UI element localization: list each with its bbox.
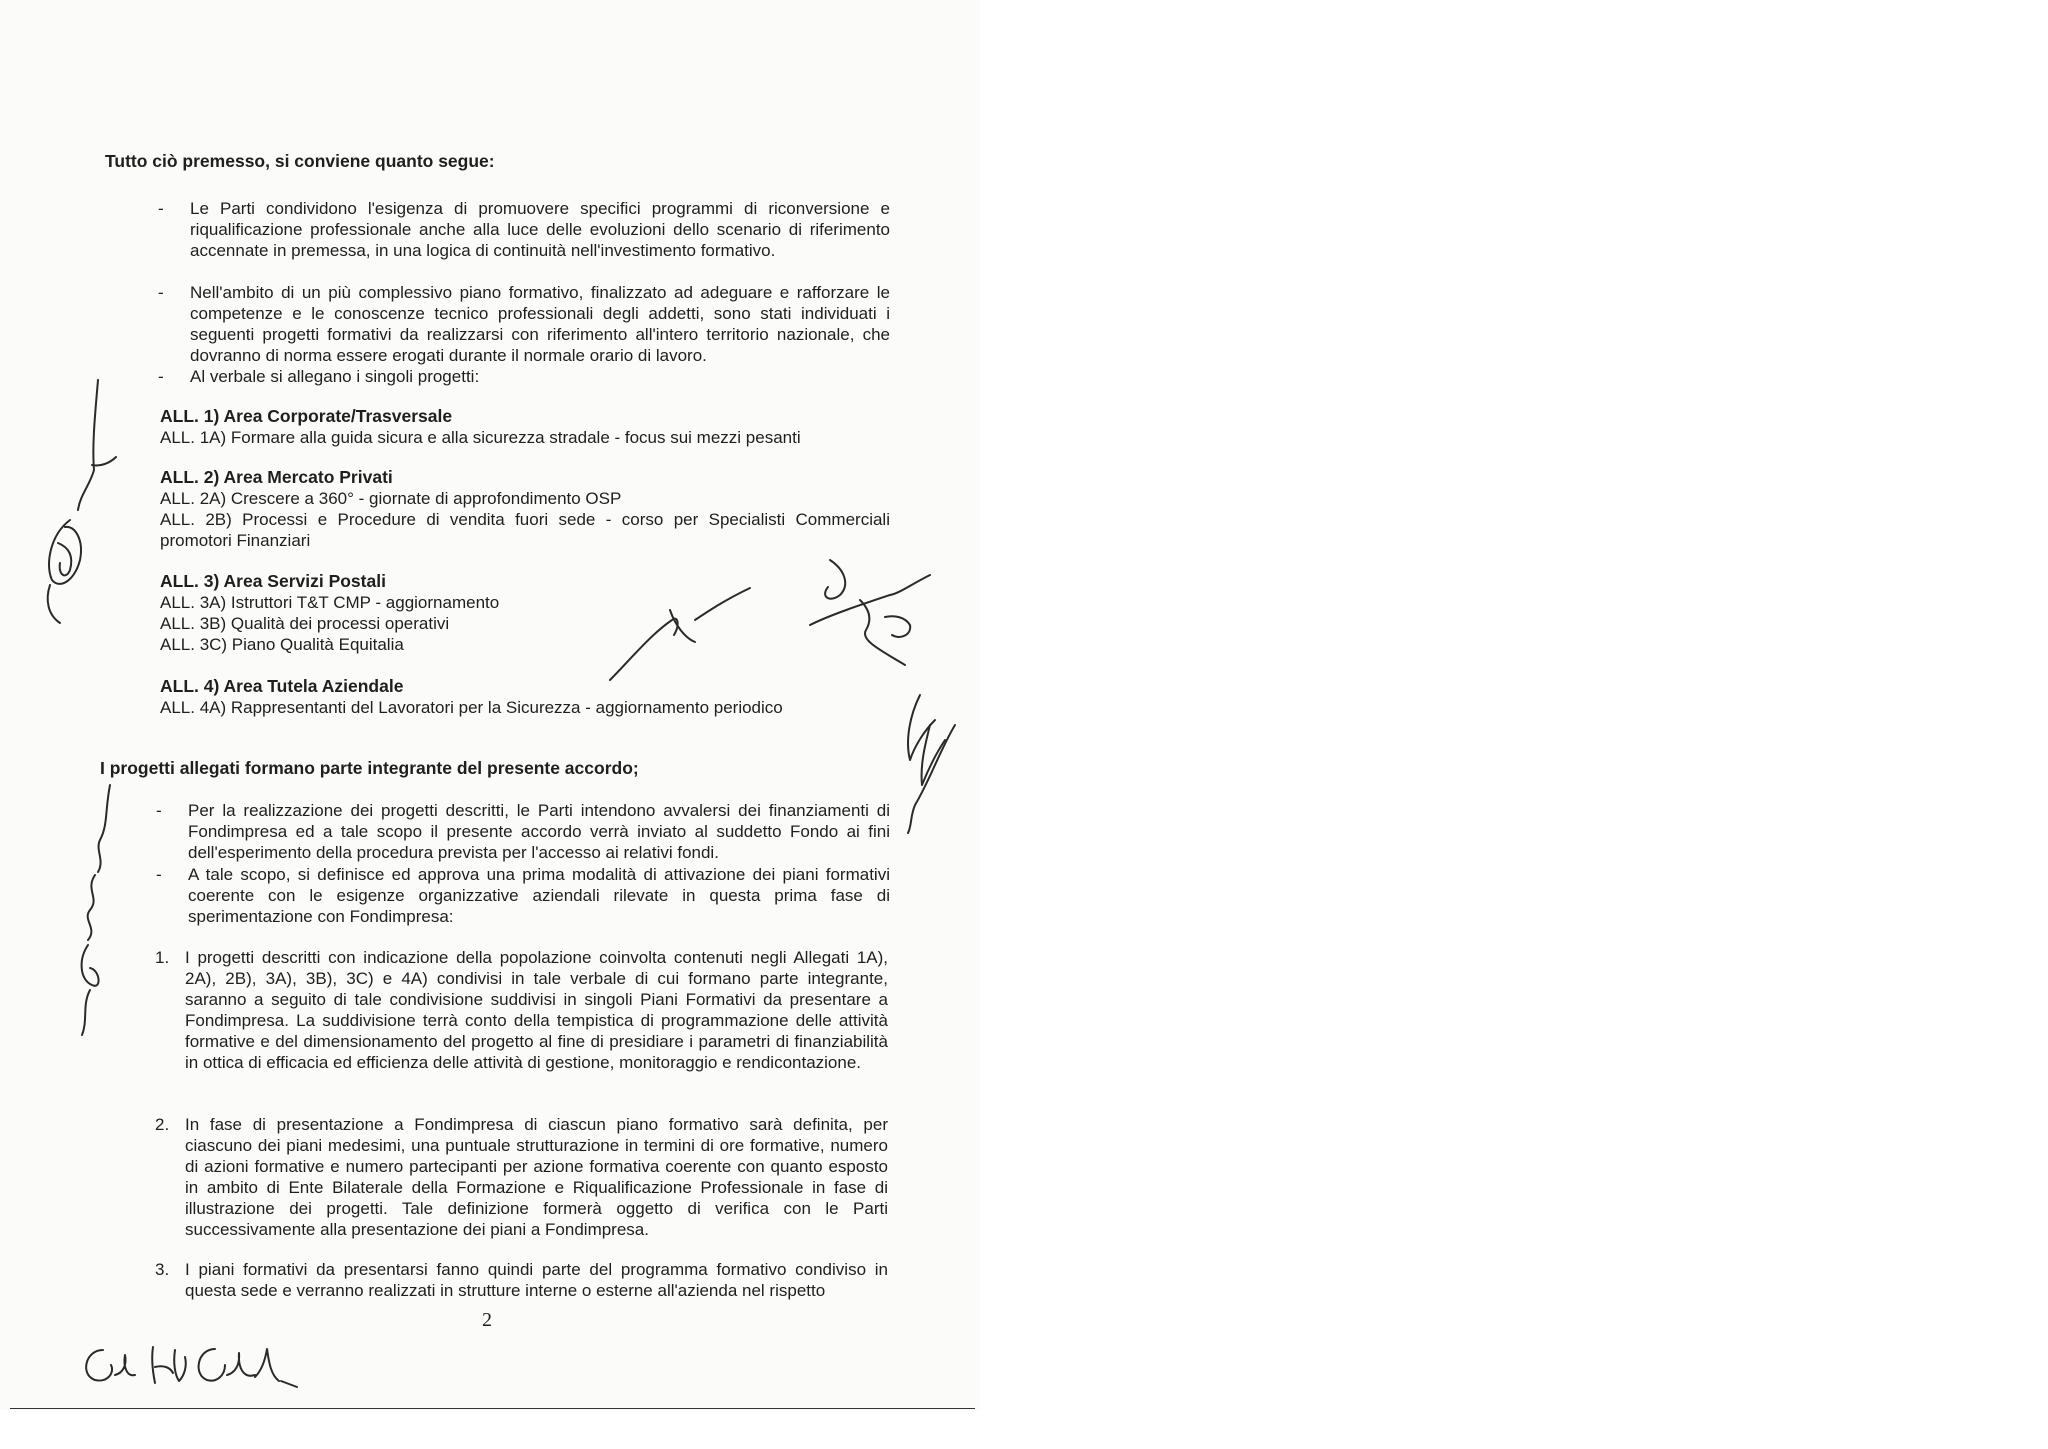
annex-group-3 [160,571,900,655]
intro-item-1: - Le Parti condividono l'esigenza di promuovere specifici programmi di riconversione e riqualificazione professionale anche alla luce delle evoluzioni dello scenario di riferimento accennate in premessa, in una logica di continuità nell'investimento formativo. [190,198,890,261]
item-text: In fase di presentazione a Fondimpresa di ciascun piano formativo sarà definita, per ciascuno dei piani medesimi, una puntuale strutturazione in termini di ore formative, numero di azioni formative e numero partecipanti per azione formativa coerente con quanto esposto in ambito di Ente Bilaterale della Formazione e Riqualificazione Professionale in fase di illustrazione dei progetti. Tale definizione formerà oggetto di verifica con le Parti successivamente alla presentazione dei piani a Fondimpresa. [185,1115,888,1239]
annex-group-title: ALL. 3) Area Servizi Postali [160,571,386,591]
annex-group-1 [160,406,900,448]
annex-item: ALL. 4A) Rappresentanti del Lavoratori per la Sicurezza - aggiornamento periodico [160,698,783,717]
annex-group-4 [160,676,900,718]
signature-right-top [800,555,940,675]
page-bottom-edge [10,1408,975,1409]
item-text: I piani formativi da presentarsi fanno quindi parte del programma formativo condiviso in questa sede e verranno realizzati in strutture interne o esterne all'azienda nel rispetto [185,1260,888,1300]
intro-item-2: - Nell'ambito di un più complessivo piano formativo, finalizzato ad adeguare e rafforzare le competenze e le conoscenze tecnico professionali degli addetti, sono stati individuati i seguenti progetti formativi da realizzarsi con riferimento all'intero territorio nazionale, che dovranno di norma essere erogati durante il normale orario di lavoro. [190,282,890,366]
item-number: 1. [155,948,170,967]
section-heading-2: I progetti allegati formano parte integrante del presente accordo; [100,758,639,778]
annex-item: ALL. 2B) Processi e Procedure di vendita fuori sede - corso per Specialisti Commerciali promotori Finanziari [160,510,890,550]
signature-right-bottom [880,685,960,835]
annex-item: ALL. 1A) Formare alla guida sicura e alla sicurezza stradale - focus sui mezzi pesanti [160,428,801,447]
signature-left-top [40,375,120,635]
signature-left-bottom [70,780,130,1040]
intro-item-3: - Al verbale si allegano i singoli progetti: [190,366,890,387]
item-text: I progetti descritti con indicazione della popolazione coinvolta contenuti negli Allegati 1A), 2A), 2B), 3A), 3B), 3C) e 4A) condivisi in tale verbale di cui formano parte integrante, saranno a seguito di tale condivisione suddivisi in singoli Piani Formativi da presentare a Fondimpresa. La suddivisione terrà conto della tempistica di programmazione delle attività formative e del dimensionamento del progetto al fine di presidiare i parametri di finanziabilità in ottica di efficacia ed efficienza delle attività di gestione, monitoraggio e rendicontazione. [185,948,888,1072]
item-number: 3. [155,1260,170,1279]
signature-center [600,580,760,690]
numbered-item-1 [155,947,888,1073]
document-page [0,0,980,1400]
item-number: 2. [155,1115,170,1134]
annex-item: ALL. 3B) Qualità dei processi operativi [160,614,450,633]
annex-group-2 [160,467,900,551]
page-number: 2 [482,1309,492,1331]
annex-item: ALL. 3C) Piano Qualità Equitalia [160,635,404,654]
funding-item-1: - Per la realizzazione dei progetti descritti, le Parti intendono avvalersi dei finanziamenti di Fondimpresa ed a tale scopo il presente accordo verrà inviato al suddetto Fondo ai fini dell'esperimento della procedura prevista per l'accesso ai relativi fondi. [188,800,890,863]
annex-group-title: ALL. 1) Area Corporate/Trasversale [160,406,453,426]
funding-item-2: - A tale scopo, si definisce ed approva una prima modalità di attivazione dei piani formativi coerente con le esigenze organizzative aziendali rilevate in questa prima fase di sperimentazione con Fondimpresa: [188,864,890,927]
annex-group-title: ALL. 4) Area Tutela Aziendale [160,676,404,696]
numbered-item-2 [155,1114,888,1240]
annex-group-title: ALL. 2) Area Mercato Privati [160,467,393,487]
signature-bottom-initials [75,1335,315,1395]
annex-item: ALL. 2A) Crescere a 360° - giornate di approfondimento OSP [160,489,622,508]
numbered-item-3 [155,1259,888,1301]
annex-item: ALL. 3A) Istruttori T&T CMP - aggiornamento [160,593,500,612]
section-heading: Tutto ciò premesso, si conviene quanto segue: [105,151,495,171]
